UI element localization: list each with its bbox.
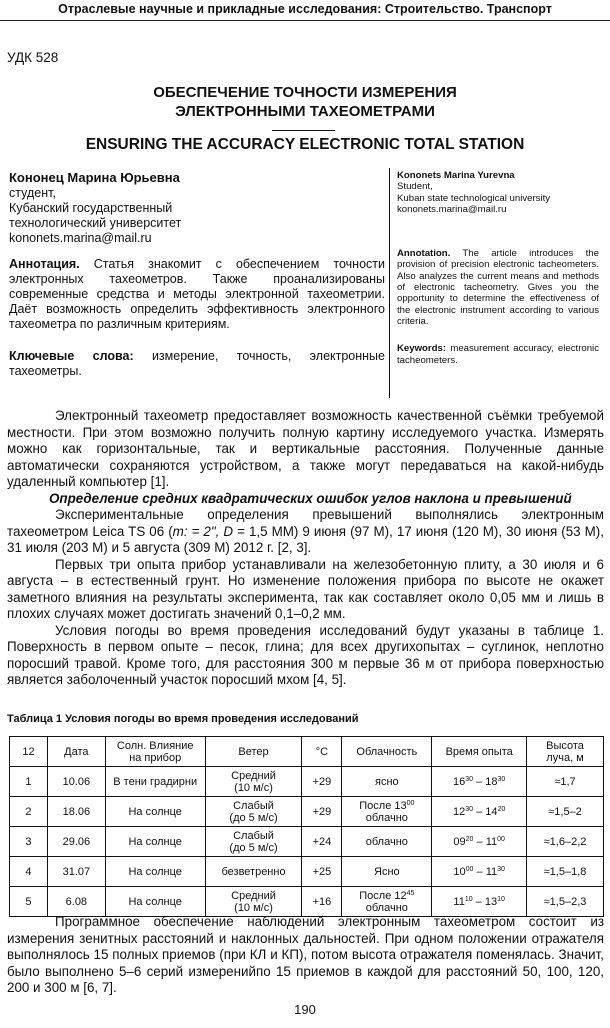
header-beam-line-1: Высота: [546, 739, 584, 752]
cell-temp: +24: [302, 827, 342, 857]
time-start-min: 30: [465, 805, 474, 813]
cell-cloud: [342, 827, 432, 857]
time-dash: –: [473, 775, 486, 788]
page-number: 190: [294, 1002, 316, 1017]
header-temp: °С: [302, 737, 342, 767]
table-row: [10, 857, 604, 887]
time-dash: –: [473, 835, 486, 848]
author-block-ru: [9, 170, 385, 379]
cell-cloud-line-1: ясно: [375, 775, 399, 788]
cell-cloud-line-1: облачно: [365, 835, 408, 848]
cell-date: 29.06: [47, 827, 105, 857]
table-row: [10, 887, 604, 917]
header-sun: [105, 737, 205, 767]
cloud-min: 45: [406, 889, 415, 897]
udk-code: УДК 528: [7, 50, 59, 65]
paragraph-2-part-c: = 1,5 ММ) 9 июня (97 М), 17 июня (120 М), 30 июня (53 М), 31 июля (203 М) и 5 августа (309 М) 2012 г. [2, 3].: [7, 523, 604, 555]
cell-cloud: [342, 767, 432, 797]
cell-beam: ≈1,6–2,2: [527, 827, 604, 857]
cell-wind-line-2: (10 м/с): [234, 901, 273, 914]
header-cloud: Облачность: [342, 737, 432, 767]
cell-sun: На солнце: [105, 887, 205, 917]
abstract-en: [397, 248, 599, 327]
table-row: [10, 827, 604, 857]
cell-beam: ≈1,5–2,3: [527, 887, 604, 917]
cell-sun: В тени градирни: [105, 767, 205, 797]
table-header-row: [10, 737, 604, 767]
cell-wind: [205, 767, 302, 797]
header-time: Время опыта: [432, 737, 527, 767]
cell-cloud: [342, 797, 432, 827]
cell-wind: [205, 887, 302, 917]
cell-temp: +25: [302, 857, 342, 887]
time-start: 10: [453, 865, 466, 878]
time-start: 11: [453, 895, 465, 908]
keywords-ru-label: Ключевые слова:: [9, 349, 134, 363]
table-row: [10, 797, 604, 827]
abstract-en-label: Annotation.: [397, 248, 451, 260]
cell-num: 4: [10, 857, 48, 887]
cell-time: [432, 857, 527, 887]
cell-date: 6.08: [47, 887, 105, 917]
time-end: 11: [485, 865, 498, 878]
title-ru-line-1: ОБЕСПЕЧЕНИЕ ТОЧНОСТИ ИЗМЕРЕНИЯ: [153, 84, 457, 101]
section-heading: Определение средних квадратических ошибок углов наклона и превышений: [49, 490, 572, 506]
cell-time: [432, 827, 527, 857]
cell-sun: На солнце: [105, 797, 205, 827]
cell-wind-line-2: (до 5 м/с): [229, 841, 278, 854]
table-row: [10, 767, 604, 797]
author-org-ru-line-1: Кубанский государственный: [9, 201, 173, 215]
paragraph-2-part-b: : = 2",: [183, 523, 224, 539]
paragraph-4: Условия погоды во время проведения исследований будут указаны в таблице 1. Поверхность в первом опыте – песок, глина; для всех другихопытах – суглинок, неплотно поросший травой. Кроме того, для расстояния 300 м первые 36 м от прибора поверхностью является заболоченный участок поросший мхом [4, 5].: [7, 622, 604, 687]
author-email-en: kononets.marina@mail.ru: [397, 203, 507, 215]
author-block-en: [397, 170, 599, 366]
cell-time: [432, 887, 527, 917]
cell-beam: ≈1,7: [527, 767, 604, 797]
cell-wind: [205, 797, 302, 827]
cell-num: 5: [10, 887, 48, 917]
cell-wind-line-2: (10 м/с): [234, 781, 273, 794]
cell-wind-line-1: Слабый: [233, 799, 274, 812]
keywords-en-text: measurement accuracy, electronic tacheometers.: [397, 343, 599, 366]
cloud-text: После 13: [359, 799, 407, 812]
abstract-ru: [9, 257, 385, 332]
paragraph-2-m-symbol: m: [172, 523, 184, 539]
cloud-min: 00: [406, 799, 415, 807]
time-start: 09: [453, 835, 466, 848]
time-end-min: 20: [497, 805, 506, 813]
paragraph-2-d-symbol: D: [223, 523, 234, 539]
cell-temp: +16: [302, 887, 342, 917]
cell-cloud: [342, 857, 432, 887]
abstract-en-text: The article introduces the provision of precision electronic tacheometers. Also analyzes the current means and methods of electronic tacheometry. Gives you the opportunity to determine the effectiveness of the electronic instrument according to various criteria.: [397, 248, 599, 327]
title-en: ENSURING THE ACCURACY ELECTRONIC TOTAL STATION: [85, 136, 525, 153]
cell-date: 31.07: [47, 857, 105, 887]
time-start-min: 00: [465, 865, 474, 873]
time-end-min: 00: [497, 835, 505, 843]
time-start: 12: [453, 805, 466, 818]
time-end: 11: [485, 835, 498, 848]
paragraph-2: [7, 507, 604, 557]
keywords-ru-text: измерение, точность, электронные тахеометры.: [9, 349, 385, 378]
cell-time: [432, 797, 527, 827]
time-end: 13: [484, 895, 498, 908]
paragraph-3: Первых три опыта прибор устанавливали на железобетонную плиту, а 30 июля и 6 августа – в естественный грунт. Но изменение положения прибора по высоте не окажет заметного влияния на результаты эксперимента, так как составляет около 0,05 мм и лишь в плохих случаях может достигать значений 0,1–0,2 мм.: [7, 556, 604, 621]
cell-num: 1: [10, 767, 48, 797]
author-position-en: Student,: [397, 181, 433, 193]
cell-beam: ≈1,5–2: [527, 797, 604, 827]
cell-cloud: [342, 887, 432, 917]
author-name-ru: Кононец Марина Юрьевна: [9, 170, 180, 185]
cell-cloud-line-1: Ясно: [374, 865, 400, 878]
cell-temp: +29: [302, 797, 342, 827]
cell-wind: [205, 827, 302, 857]
weather-table: [9, 736, 604, 917]
article-body: [7, 408, 604, 689]
header-wind: Ветер: [205, 737, 302, 767]
abstract-ru-text: Статья знакомит с обеспечением точности электронных тахеометров. Также проанализированы современные средства и методы электронной тахеометрии. Даёт возможность определить эффективность электронного тахеометра по различным критериям.: [9, 257, 385, 331]
header-date: Дата: [47, 737, 105, 767]
column-divider: [389, 168, 390, 398]
time-end: 18: [485, 775, 498, 788]
cell-cloud-line-2: облачно: [365, 811, 408, 824]
keywords-ru: [9, 349, 385, 379]
time-end-min: 30: [497, 775, 506, 783]
header-sun-line-2: на прибор: [129, 751, 182, 764]
time-start: 16: [453, 775, 466, 788]
cell-wind-line-2: (до 5 м/с): [229, 811, 278, 824]
title-divider: [272, 130, 335, 131]
cell-num: 3: [10, 827, 48, 857]
cloud-text: После 12: [359, 889, 407, 902]
article-body-continued: [7, 914, 604, 997]
cell-cloud-line-1: [344, 800, 429, 812]
cell-time: [432, 767, 527, 797]
header-beam-line-2: луча, м: [546, 751, 584, 764]
author-email-ru: kononets.marina@mail.ru: [9, 231, 152, 245]
cell-wind-line-1: Средний: [231, 769, 276, 782]
time-start-min: 30: [465, 775, 474, 783]
author-name-en: Kononets Marina Yurevna: [397, 170, 515, 181]
cell-date: 18.06: [47, 797, 105, 827]
cell-sun: На солнце: [105, 857, 205, 887]
time-end: 14: [485, 805, 498, 818]
table-caption: Таблица 1 Условия погоды во время проведения исследований: [7, 713, 359, 725]
paragraph-5: Программное обеспечение наблюдений электронным тахеометром состоит из измерения зенитных расстояний и наклонных дальностей. При одном положении отражателя выполнялось 15 полных приемов (при КЛ и КП), потом высота отражателя поменялась. Значит, было выполнено 5–6 серий измеренийпо 15 приемов в каждой для расстояний 50, 100, 120, 200 и 300 м [6, 7].: [7, 914, 604, 995]
cell-wind: [205, 857, 302, 887]
paragraph-2-part-a: Экспериментальные определения превышений выполнялись электронным тахеометром Leica TS 06 (: [7, 507, 604, 539]
keywords-en-label: Keywords:: [397, 343, 447, 355]
time-end-min: 30: [497, 865, 505, 873]
time-dash: –: [473, 865, 486, 878]
title-ru-line-2: ЭЛЕКТРОННЫМИ ТАХЕОМЕТРАМИ: [175, 103, 435, 120]
paragraph-1: Электронный тахеометр предоставляет возможность качественной съёмки требуемой местности. При этом возможно получить полную картину исследуемого участка. Измерять можно как горизонтальные, так и вертикальные расстояния. Полученные данные автоматически сохраняются устройством, а также могут передаваться на какой-нибудь удаленный компьютер [1].: [7, 408, 604, 489]
cell-wind-line-1: Средний: [231, 889, 276, 902]
cell-sun: На солнце: [105, 827, 205, 857]
time-end-min: 10: [497, 895, 505, 903]
time-start-min: 20: [465, 835, 474, 843]
keywords-en: [397, 343, 599, 366]
author-position-ru: студент,: [9, 186, 56, 200]
header-sun-line-1: Солн. Влияние: [116, 739, 194, 752]
time-dash: –: [472, 895, 485, 908]
time-start-min: 10: [464, 895, 473, 903]
journal-header: Отраслевые научные и прикладные исследования: Строительство. Транспорт: [0, 0, 610, 21]
author-org-ru-line-2: технологический университет: [9, 216, 182, 230]
cell-num: 2: [10, 797, 48, 827]
abstract-ru-label: Аннотация.: [9, 257, 80, 271]
cell-date: 10.06: [47, 767, 105, 797]
cell-cloud-line-2: облачно: [365, 901, 408, 914]
header-num: 12: [10, 737, 48, 767]
header-beam: [527, 737, 604, 767]
cell-beam: ≈1,5–1,8: [527, 857, 604, 887]
cell-wind-line-1: безветренно: [221, 865, 286, 878]
cell-wind-line-1: Слабый: [233, 829, 274, 842]
time-dash: –: [473, 805, 486, 818]
author-org-en: Kuban state technological university: [397, 192, 551, 204]
cell-cloud-line-1: [344, 890, 429, 902]
cell-temp: +29: [302, 767, 342, 797]
